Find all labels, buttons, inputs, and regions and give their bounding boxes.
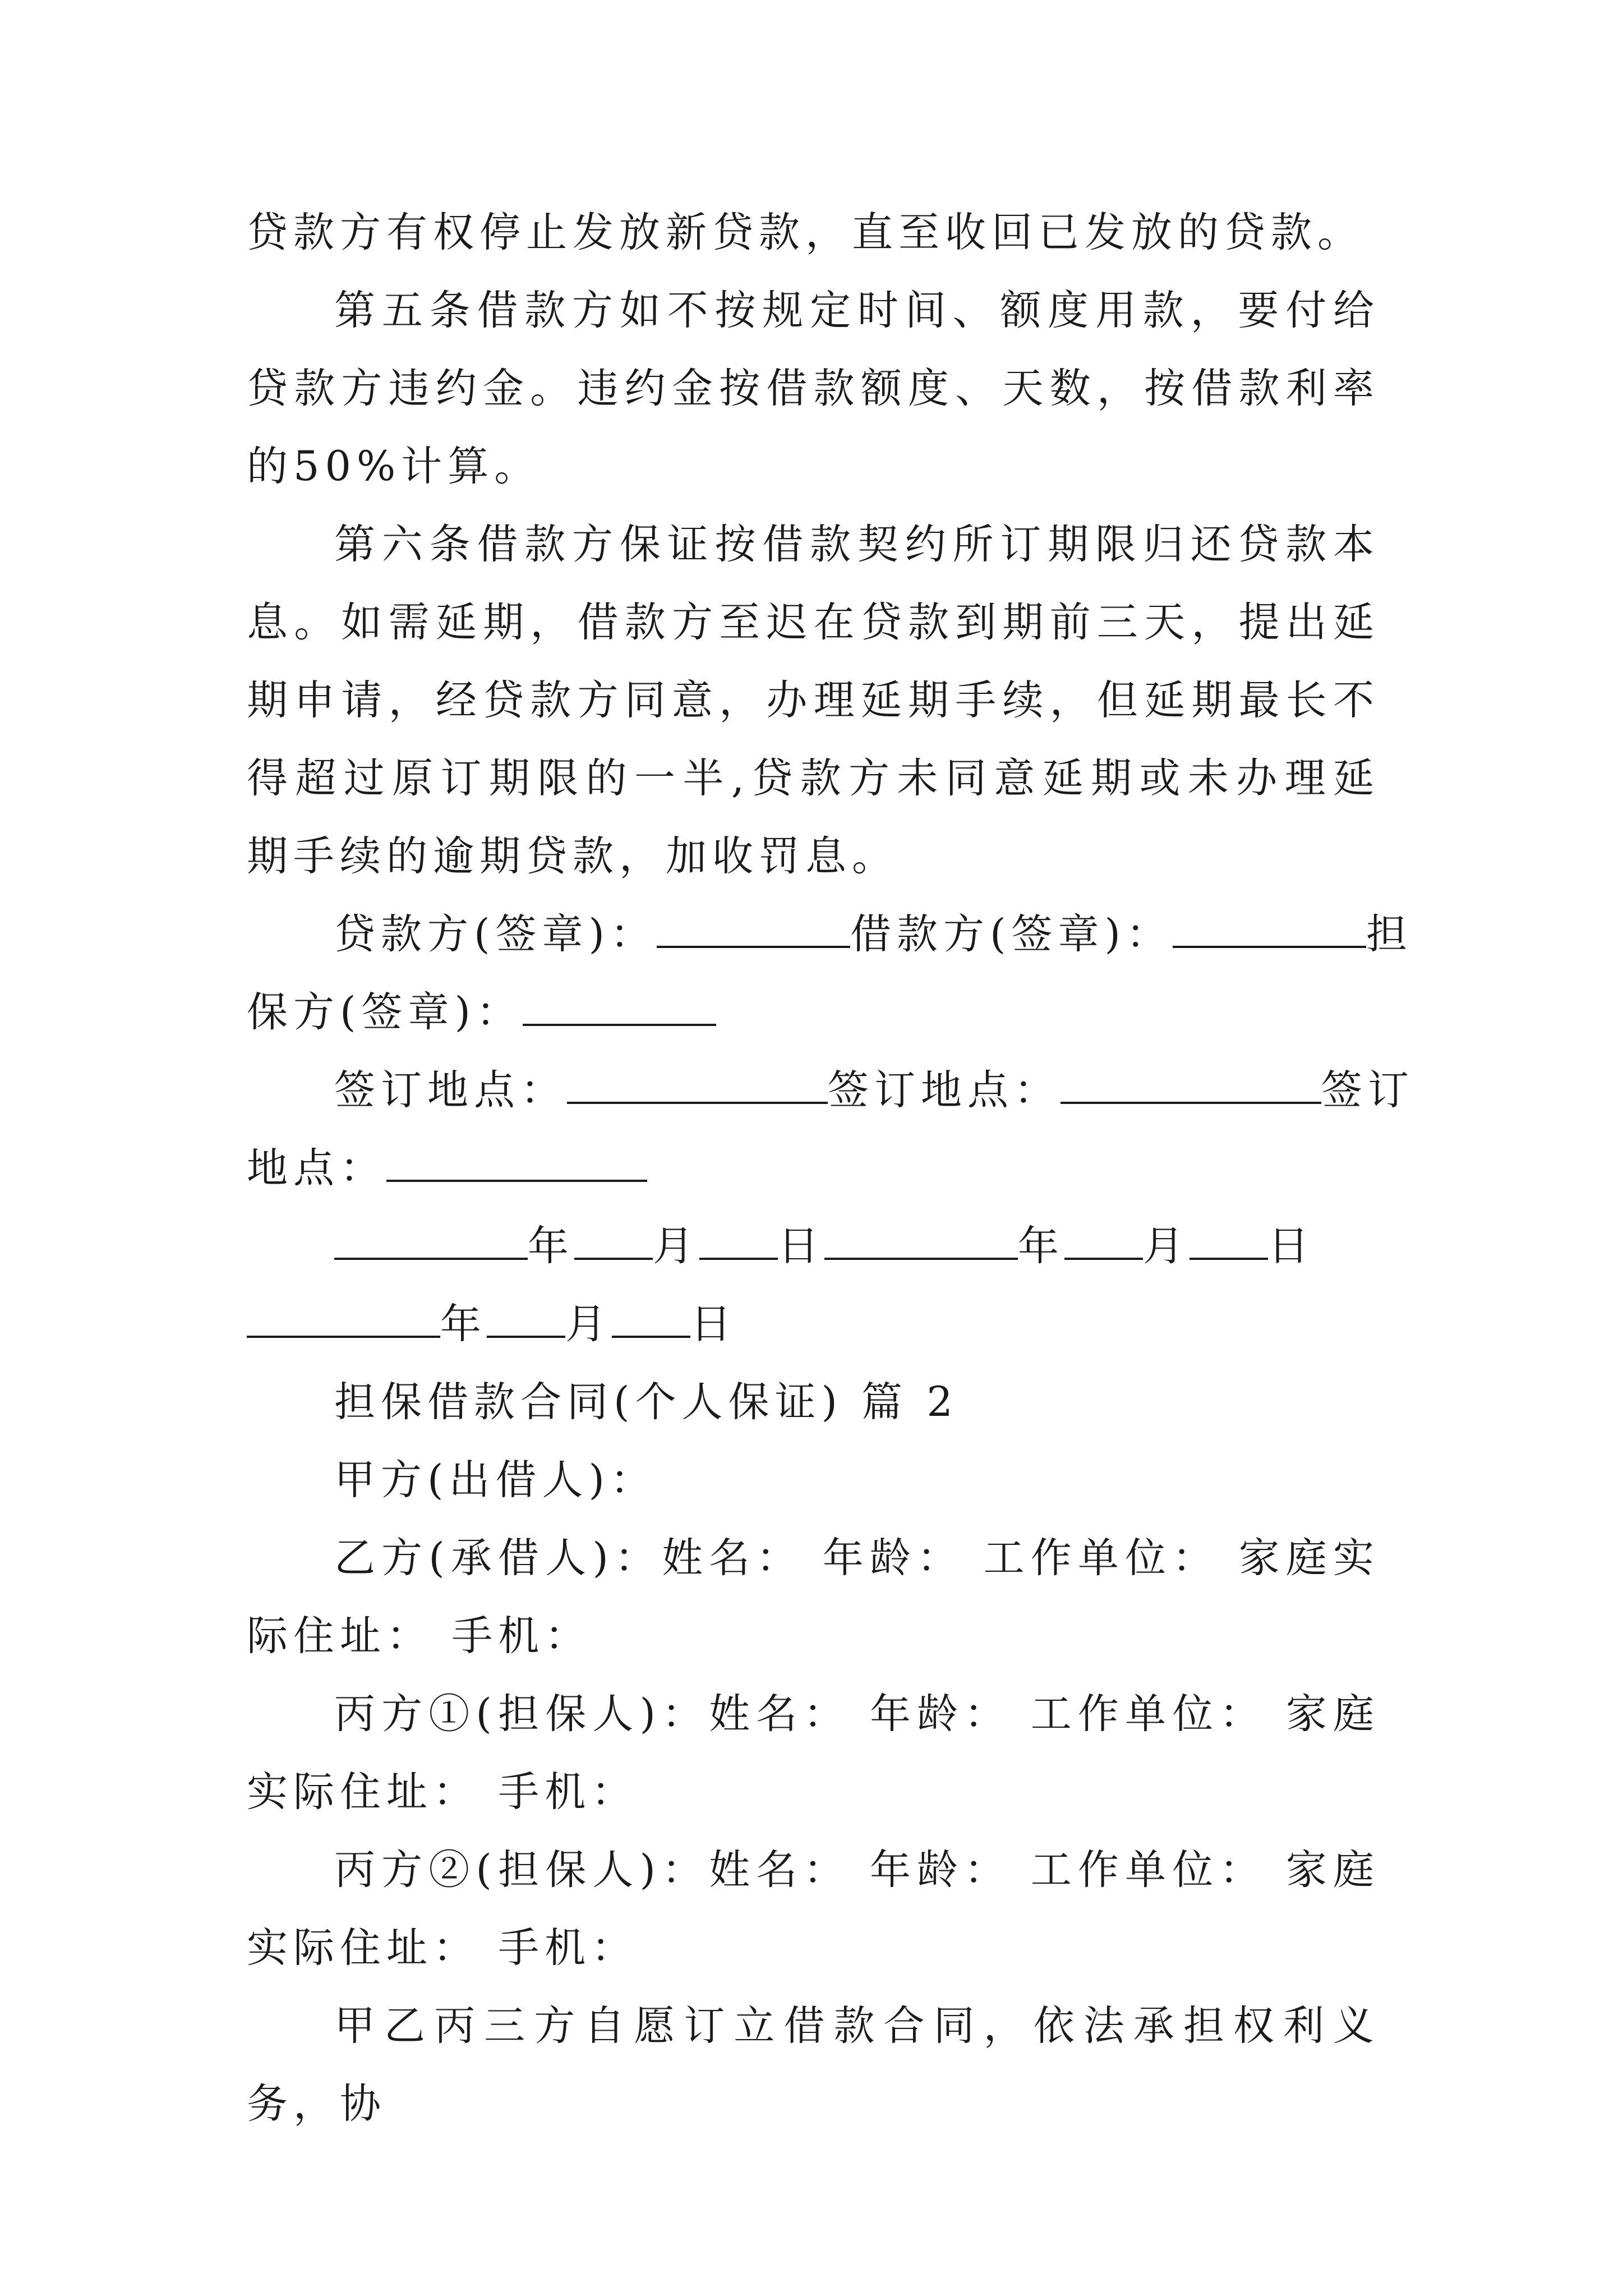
day-blank-2[interactable] <box>1189 1224 1268 1260</box>
day-blank-1[interactable] <box>699 1224 778 1260</box>
day-blank-3[interactable] <box>612 1302 690 1338</box>
date-line <box>247 1207 1380 1285</box>
paragraph-continuation: 贷款方有权停止发放新贷款，直至收回已发放的贷款。 <box>247 209 1364 256</box>
month-blank-2[interactable] <box>1064 1224 1143 1260</box>
year-label-3: 年 <box>440 1300 487 1348</box>
party-b: 乙方(承借人)：姓名： 年龄： 工作单位： 家庭实际住址： 手机： <box>247 1534 1380 1660</box>
date-line-2 <box>247 1285 1380 1363</box>
lender-signature-blank[interactable] <box>657 912 850 948</box>
year-label-2: 年 <box>1018 1222 1064 1270</box>
month-label-3: 月 <box>565 1300 612 1348</box>
day-label-2: 日 <box>1268 1222 1315 1270</box>
document-body <box>247 194 1414 2143</box>
party-c2: 丙方②(担保人)：姓名： 年龄： 工作单位： 家庭实际住址： 手机： <box>247 1846 1380 1972</box>
article-five: 第五条借款方如不按规定时间、额度用款，要付给贷款方违约金。违约金按借款额度、天数，按借款利率的50%计算。 <box>247 287 1380 490</box>
signing-place-label: 签订地点： <box>334 1066 567 1114</box>
month-label-1: 月 <box>653 1222 699 1270</box>
signing-place-line-2 <box>247 1129 1380 1207</box>
guarantor-signature-blank[interactable] <box>523 990 716 1026</box>
year-blank-1[interactable] <box>334 1224 528 1260</box>
signing-place-line <box>247 1051 1414 1129</box>
guarantor-signature-line <box>247 973 1380 1051</box>
section-title: 担保借款合同(个人保证) 篇 2 <box>334 1378 958 1426</box>
year-blank-2[interactable] <box>824 1224 1018 1260</box>
guarantor-label-start: 担 <box>1366 910 1413 958</box>
signing-place-blank-3[interactable] <box>386 1146 647 1182</box>
day-label-1: 日 <box>778 1222 824 1270</box>
party-a: 甲方(出借人)： <box>334 1456 657 1504</box>
signing-place-blank-1[interactable] <box>567 1068 828 1104</box>
borrower-signature-blank[interactable] <box>1173 912 1366 948</box>
year-blank-3[interactable] <box>247 1302 440 1338</box>
lender-signature-label: 贷款方(签章)： <box>334 910 657 958</box>
signing-place-label-2: 签订地点： <box>828 1066 1061 1114</box>
closing-paragraph: 甲乙丙三方自愿订立借款合同，依法承担权利义务，协 <box>247 2002 1380 2128</box>
guarantor-label-end: 保方(签章)： <box>247 988 523 1036</box>
day-label-3: 日 <box>690 1300 737 1348</box>
signature-line <box>247 895 1413 973</box>
month-blank-3[interactable] <box>487 1302 565 1338</box>
article-six: 第六条借款方保证按借款契约所订期限归还贷款本息。如需延期，借款方至迟在贷款到期前三天，提出延期申请，经贷款方同意，办理延期手续，但延期最长不得超过原订期限的一半,贷款方未同意延期或未办理延期手续的逾期贷款，加收罚息。 <box>247 521 1380 880</box>
borrower-signature-label: 借款方(签章)： <box>850 910 1173 958</box>
year-label-1: 年 <box>528 1222 574 1270</box>
month-blank-1[interactable] <box>574 1224 653 1260</box>
signing-place-label-3-start: 签订 <box>1321 1066 1414 1114</box>
party-c1: 丙方①(担保人)：姓名： 年龄： 工作单位： 家庭实际住址： 手机： <box>247 1690 1380 1816</box>
month-label-2: 月 <box>1143 1222 1189 1270</box>
signing-place-label-3-end: 地点： <box>247 1144 386 1192</box>
signing-place-blank-2[interactable] <box>1061 1068 1321 1104</box>
